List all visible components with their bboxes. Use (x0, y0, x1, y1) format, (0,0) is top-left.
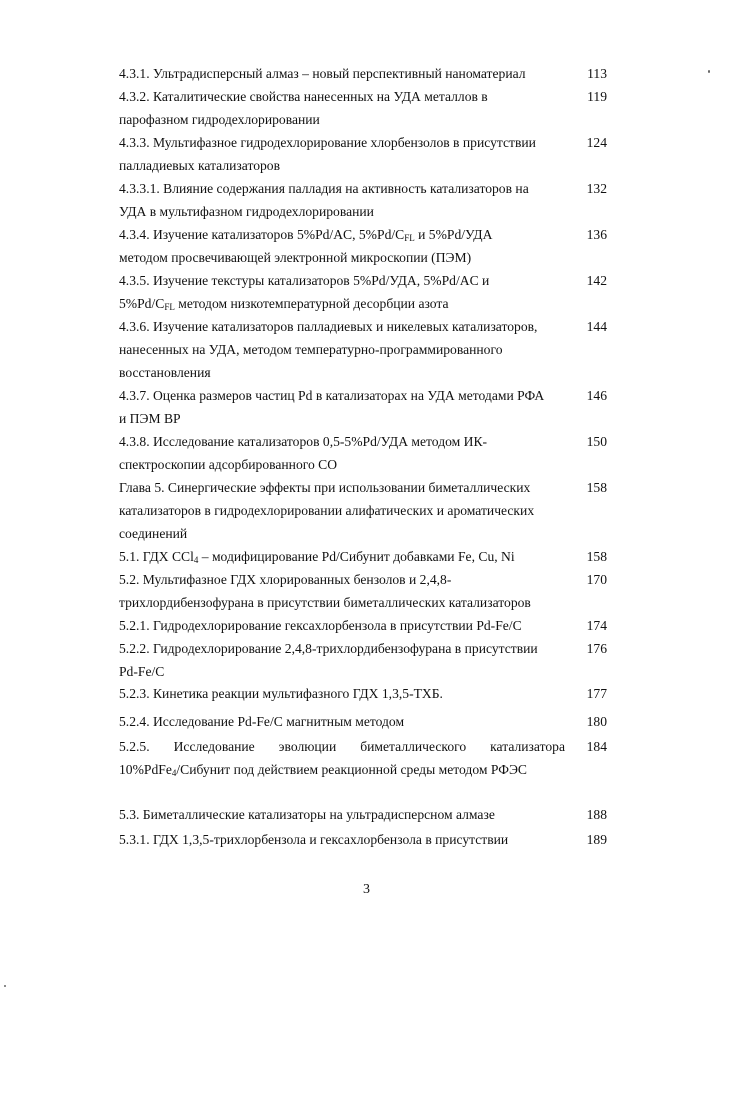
toc-entry-title: 4.3.6. Изучение катализаторов палладиевых и никелевых катализаторов, (119, 319, 538, 334)
toc-entry-title-continued: соединений (119, 526, 188, 541)
toc-entry-page: 184 (586, 739, 607, 754)
toc-entry-title: 4.3.5. Изучение текстуры катализаторов 5%Pd/УДА, 5%Pd/AC и (119, 273, 490, 288)
toc-entry-title: 5.3. Биметаллические катализаторы на ультрадисперсном алмазе (119, 807, 495, 822)
toc-entry-title-continued: нанесенных на УДА, методом температурно-программированного (119, 342, 503, 357)
toc-entry-page: 150 (586, 434, 607, 449)
toc-entry-page: 176 (586, 641, 607, 656)
toc-entry-title-continued: Pd-Fe/C (119, 664, 165, 679)
toc-entry-page: 113 (587, 66, 607, 81)
toc-entry-title-continued: 10%PdFe$_4$/Сибунит под действием реакционной среды методом РФЭС (119, 762, 527, 778)
toc-entry-title: 5.2.4. Исследование Pd-Fe/C магнитным методом (119, 714, 405, 729)
toc-entry-page: 188 (586, 807, 607, 822)
toc-entry-page: 189 (586, 832, 607, 847)
toc-entry-page: 146 (586, 388, 607, 403)
toc-entry-page: 174 (586, 618, 607, 633)
toc-entry-page: 158 (586, 480, 607, 495)
toc-entry-title: 4.3.4. Изучение катализаторов 5%Pd/AC, $5\%Pd/C_{FL}$ и 5%Pd/УДА (119, 227, 493, 243)
toc-entry-page: 132 (586, 181, 607, 196)
toc-entry-page: 142 (586, 273, 607, 288)
toc-entry-title: 4.3.2. Каталитические свойства нанесенных на УДА металлов в (119, 89, 488, 104)
toc-entry-title: 4.3.8. Исследование катализаторов 0,5-5%Pd/УДА методом ИК- (119, 434, 488, 449)
toc-entry-page: 124 (586, 135, 607, 150)
toc-entry-page: 144 (586, 319, 607, 334)
toc-entry-page: 158 (586, 549, 607, 564)
toc-entry-title: 5.2.2. Гидродехлорирование 2,4,8-трихлордибензофурана в присутствии (119, 641, 538, 656)
toc-entry-title: 4.3.3.1. Влияние содержания палладия на активность катализаторов на (119, 181, 529, 196)
scan-speck (708, 70, 710, 73)
toc-entry-title-continued: парофазном гидродехлорировании (119, 112, 320, 127)
toc-entry-title-continued: методом просвечивающей электронной микроскопии (ПЭМ) (119, 250, 472, 265)
toc-entry-title-continued: спектроскопии адсорбированного СО (119, 457, 338, 472)
toc-entry-title: 4.3.7. Оценка размеров частиц Pd в катализаторах на УДА методами РФА (119, 388, 545, 403)
toc-entry-title: Глава 5. Синергические эффекты при использовании биметаллических (119, 480, 531, 495)
toc-entry-title-continued: катализаторов в гидродехлорировании алифатических и ароматических (119, 503, 535, 518)
toc-entry-title: 5.2.5. Исследование эволюции биметаллического катализатора (119, 739, 565, 754)
toc-entry-page: 136 (586, 227, 607, 242)
toc-entry-title: 5.3.1. ГДХ 1,3,5-трихлорбензола и гексахлорбензола в присутствии (119, 832, 509, 847)
toc-entry-title: 5.2.3. Кинетика реакции мультифазного ГДХ 1,3,5-ТХБ. (119, 686, 443, 701)
toc-entry-page: 177 (586, 686, 607, 701)
page-number: 3 (363, 882, 370, 897)
toc-entry-title: 5.1. ГДХ CCl$_4$ – модифицирование Pd/Сибунит добавками Fe, Cu, Ni (119, 549, 515, 565)
toc-entry-title: 4.3.3. Мультифазное гидродехлорирование хлорбензолов в присутствии (119, 135, 536, 150)
toc-entry-title: 5.2. Мультифазное ГДХ хлорированных бензолов и 2,4,8- (119, 572, 452, 587)
toc-entry-title-continued: УДА в мультифазном гидродехлорировании (119, 204, 374, 219)
toc-entry-title-continued: восстановления (119, 365, 211, 380)
toc-entry-title-continued: трихлордибензофурана в присутствии биметаллических катализаторов (119, 595, 531, 610)
scan-speck (4, 985, 6, 987)
toc-entry-page: 180 (586, 714, 607, 729)
toc-entry-title-continued: $5\%Pd/C_{FL}$ методом низкотемпературной десорбции азота (119, 296, 449, 312)
toc-entry-title: 4.3.1. Ультрадисперсный алмаз – новый перспективный наноматериал (119, 66, 526, 81)
toc-entry-title-continued: палладиевых катализаторов (119, 158, 281, 173)
toc-entry-page: 170 (586, 572, 607, 587)
toc-entry-page: 119 (587, 89, 607, 104)
toc-entry-title: 5.2.1. Гидродехлорирование гексахлорбензола в присутствии Pd-Fe/C (119, 618, 522, 633)
toc-entry-title-continued: и ПЭМ ВР (119, 411, 181, 426)
